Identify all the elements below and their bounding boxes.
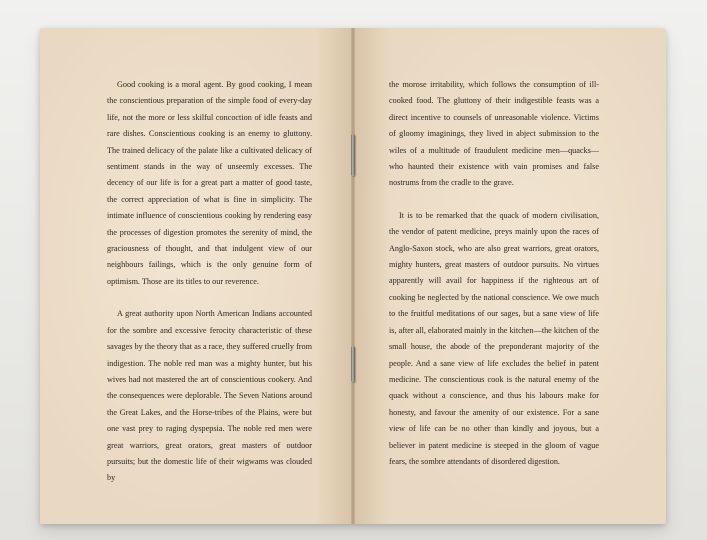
staple (351, 346, 355, 382)
right-page (353, 28, 666, 524)
paragraph: It is to be remarked that the quack of modern civilisation, the vendor of patent medicine, preys mainly upon the races of Anglo-Saxon stock, who are also great warriors, great orators, mighty hunters, great masters of outdoor pursuits. No virtues apparently will avail for happiness if the righteous art of cooking be neglected by the national conscience. We owe much to the fruitful meditations of our sages, but a sane view of life is, after all, elaborated mainly in the kitchen—the kitchen of the small house, the abode of the preponderant majority of the people. And a sane view of life excludes the belief in patent medicine. The conscientious cook is the natural enemy of the quack without a conscience, and thus his labours make for honesty, and favour the amenity of our existence. For a sane view of life can be no other than kindly and joyous, but a believer in patent medicine is steeped in the gloom of vague fears, the sombre attendants of disordered digestion. (389, 210, 599, 466)
paragraph: the morose irritability, which follows the consumption of ill-cooked food. The gluttony of their indigestible feasts was a direct incentive to counsels of unreasonable violence. Victims of gloomy imaginings, they lived in abject submission to the wiles of a multitude of fraudulent medicine men—quacks—who haunted their existence with vain promises and false nostrums from the cradle to the grave. (389, 80, 599, 188)
left-page-text (107, 77, 312, 487)
staple (351, 134, 355, 176)
paragraph: A great authority upon North American Indians accounted for the sombre and excessive ferocity characteristic of these savages by the theory that as a race, they suffered cruelly from indigestion. The noble red man was a mighty hunter, but his wives had not mastered the art of conscientious cookery. And the consequences were deplorable. The Seven Nations around the Great Lakes, and the Horse-tribes of the Plains, were but one vast prey to raging dyspepsia. The noble red men were great warriors, great orators, great masters of outdoor pursuits; but the domestic life of their wigwams was clouded by (107, 309, 312, 483)
open-booklet (40, 28, 666, 524)
paragraph: Good cooking is a moral agent. By good cooking, I mean the conscientious preparation of the simple food of every-day life, not the more or less skilful concoction of idle feasts and rare dishes. Conscientious cooking is an enemy to gluttony. The trained delicacy of the palate like a cultivated delicacy of sentiment stands in the way of unseemly excesses. The decency of our life is for a great part a matter of good taste, the correct appreciation of what is fine in simplicity. The intimate influence of conscientious cooking by rendering easy the processes of digestion promotes the serenity of mind, the graciousness of thought, and that indulgent view of our neighbours failings, which is the only genuine form of optimism. Those are its titles to our reverence. (107, 80, 312, 286)
spine-fold (351, 28, 355, 524)
right-page-text (389, 77, 599, 470)
left-page (40, 28, 353, 524)
